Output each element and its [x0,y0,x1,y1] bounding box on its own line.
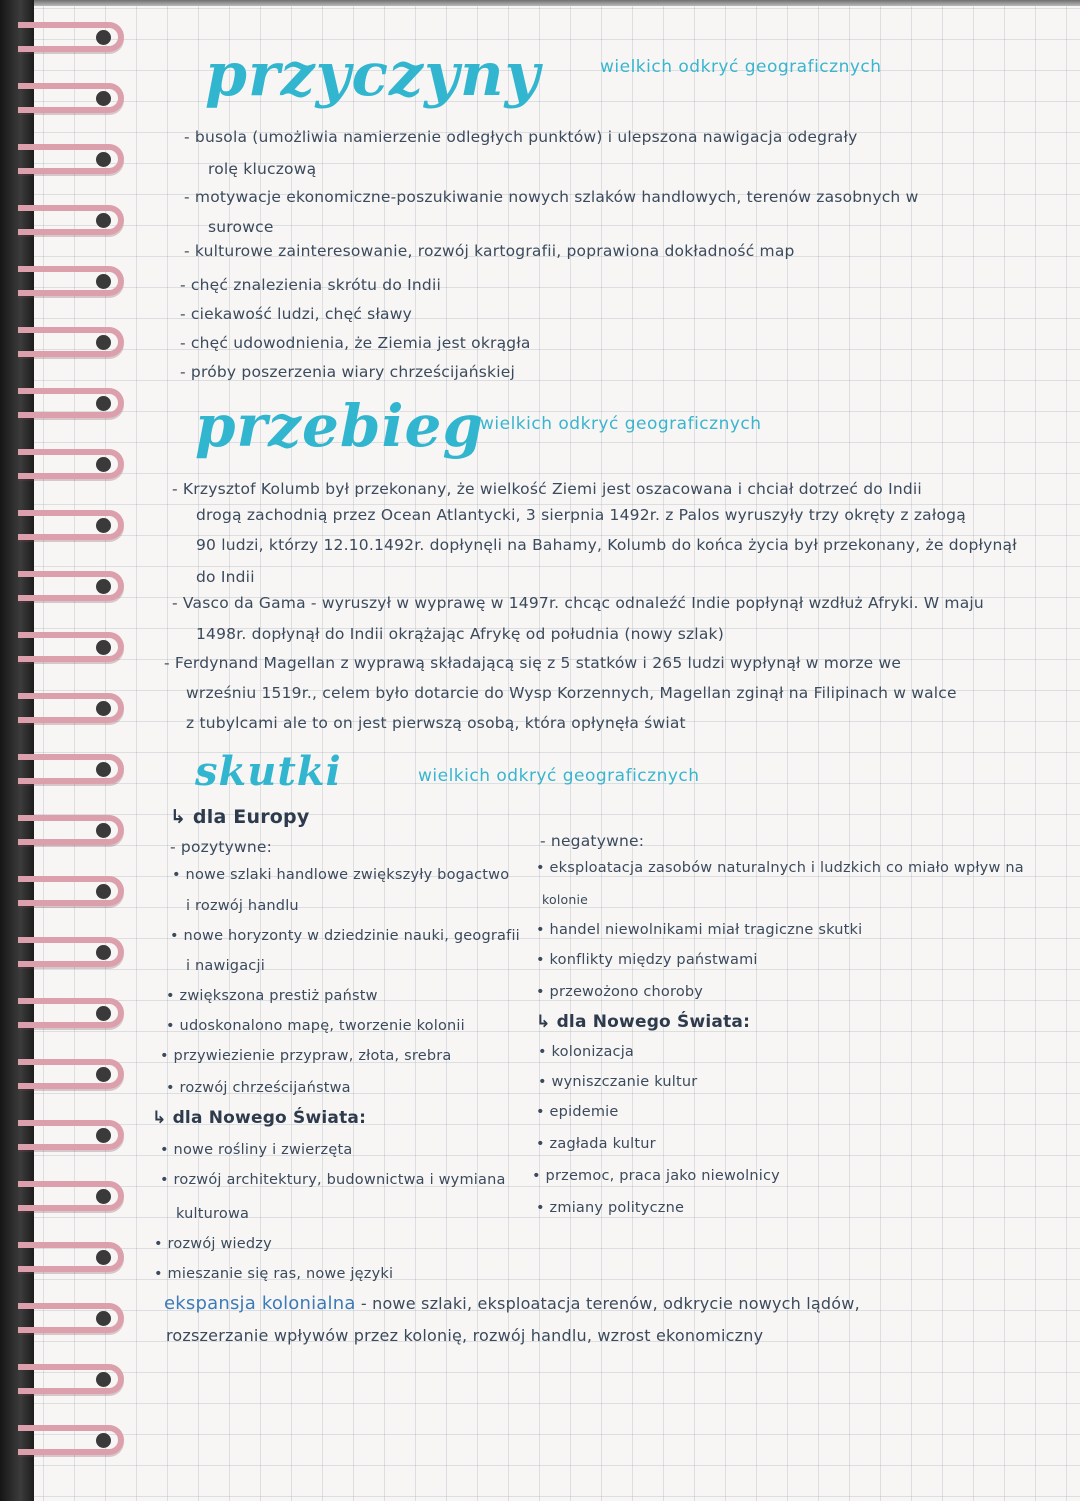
punch-hole [96,1006,111,1021]
nowy-swiat-item: kulturowa [176,1206,250,1222]
przyczyny-line: - busola (umożliwia namierzenie odległych punktów) i ulepszona nawigacja odegrały [184,128,858,146]
pozytywne-item: • zwiększona prestiż państw [166,988,378,1004]
przebieg-line: - Vasco da Gama - wyruszył w wyprawę w 1497r. chcąc odnaleźć Indie popłynął wzdłuż Afryki. W maju [172,594,984,612]
pozytywne-item: • udoskonalono mapę, tworzenie kolonii [166,1018,465,1034]
nowy-swiat-item: • mieszanie się ras, nowe języki [154,1266,394,1282]
ekspansja-line-1 [164,1293,860,1314]
page-top-edge [0,0,1080,6]
nowy-swiat-heading: ↳ dla Nowego Świata: [152,1108,367,1128]
punch-hole [96,1189,111,1204]
przebieg-line: - Krzysztof Kolumb był przekonany, że wielkość Ziemi jest oszacowana i chciał dotrzeć do Indii [172,480,922,498]
przyczyny-line: - motywacje ekonomiczne-poszukiwanie nowych szlaków handlowych, terenów zasobnych w [184,188,919,206]
punch-hole [96,213,111,228]
nowy-swiat-item: • rozwój architektury, budownictwa i wymiana [160,1172,506,1188]
punch-hole [96,884,111,899]
nowy-swiat-right-item: • zmiany polityczne [536,1200,685,1216]
nowy-swiat-right-item: • zagłada kultur [536,1136,656,1152]
punch-hole [96,1433,111,1448]
negatywne-item: • konflikty między państwami [536,952,758,968]
nowy-swiat-item: • rozwój wiedzy [154,1236,272,1252]
punch-hole [96,579,111,594]
punch-hole [96,274,111,289]
przyczyny-line: - chęć znalezienia skrótu do Indii [180,276,441,294]
pozytywne-item: • przywiezienie przypraw, złota, srebra [160,1048,452,1064]
subheading-skutki: wielkich odkryć geograficznych [418,766,700,786]
pozytywne-item: i rozwój handlu [186,898,299,914]
nowy-swiat-right-item: • kolonizacja [538,1044,635,1060]
punch-hole [96,701,111,716]
negatywne-item: • przewożono choroby [536,984,704,1000]
przyczyny-line: surowce [208,218,274,236]
punch-hole [96,762,111,777]
heading-przebieg: przebieg [195,392,484,460]
przebieg-line: 1498r. dopłynął do Indii okrążając Afrykę od południa (nowy szlak) [196,625,724,643]
pozytywne-label: - pozytywne: [170,838,273,856]
punch-hole [96,1372,111,1387]
punch-hole [96,335,111,350]
europa-heading: ↳ dla Europy [170,806,310,828]
przebieg-line: drogą zachodnią przez Ocean Atlantycki, 3 sierpnia 1492r. z Palos wyruszyły trzy okręty z załogą [196,506,966,524]
przyczyny-line: - chęć udowodnienia, że Ziemia jest okrągła [180,334,531,352]
punch-hole [96,91,111,106]
przyczyny-line: - próby poszerzenia wiary chrześcijańskiej [180,363,515,381]
punch-hole [96,640,111,655]
punch-hole [96,152,111,167]
negatywne-item: • handel niewolnikami miał tragiczne skutki [536,922,863,938]
ekspansja-definition: - nowe szlaki, eksploatacja terenów, odkrycie nowych lądów, [355,1294,860,1313]
nowy-swiat-right-item: • epidemie [536,1104,619,1120]
punch-hole [96,1250,111,1265]
punch-hole [96,457,111,472]
ekspansja-term: ekspansja kolonialna [164,1293,356,1314]
nowy-swiat-item: • nowe rośliny i zwierzęta [160,1142,353,1158]
heading-przyczyny: przyczyny [205,40,541,110]
punch-hole [96,30,111,45]
przebieg-line: - Ferdynand Magellan z wyprawą składającą się z 5 statków i 265 ludzi wypłynął w morze we [164,654,902,672]
ekspansja-line-2: rozszerzanie wpływów przez kolonię, rozwój handlu, wzrost ekonomiczny [166,1326,764,1345]
przebieg-line: wrześniu 1519r., celem było dotarcie do Wysp Korzennych, Magellan zginął na Filipinach w walce [186,684,957,702]
negatywne-item: • eksploatacja zasobów naturalnych i ludzkich co miało wpływ na [536,860,1024,876]
punch-hole [96,1128,111,1143]
punch-hole [96,945,111,960]
subheading-przebieg: wielkich odkryć geograficznych [480,414,762,434]
pozytywne-item: • rozwój chrześcijaństwa [166,1080,351,1096]
przyczyny-line: - ciekawość ludzi, chęć sławy [180,305,412,323]
nowy-swiat-right-item: • wyniszczanie kultur [538,1074,698,1090]
nowy-swiat-right-heading: ↳ dla Nowego Świata: [536,1012,751,1032]
przebieg-line: do Indii [196,568,255,586]
pozytywne-item: • nowe szlaki handlowe zwiększyły bogactwo [172,867,510,883]
przyczyny-line: - kulturowe zainteresowanie, rozwój kartografii, poprawiona dokładność map [184,242,795,260]
negatywne-item: kolonie [542,892,589,907]
przyczyny-line: rolę kluczową [208,160,317,178]
pozytywne-item: i nawigacji [186,958,265,974]
punch-hole [96,518,111,533]
punch-hole [96,823,111,838]
przebieg-line: 90 ludzi, którzy 12.10.1492r. dopłynęli na Bahamy, Kolumb do końca życia był przekonany, że dopłynął [196,536,1017,554]
heading-skutki: skutki [195,748,342,795]
nowy-swiat-right-item: • przemoc, praca jako niewolnicy [532,1168,780,1184]
negatywne-label: - negatywne: [540,832,645,850]
przebieg-line: z tubylcami ale to on jest pierwszą osobą, która opłynęła świat [186,714,686,732]
punch-hole [96,1067,111,1082]
punch-hole [96,396,111,411]
punch-hole [96,1311,111,1326]
subheading-przyczyny: wielkich odkryć geograficznych [600,57,882,77]
pozytywne-item: • nowe horyzonty w dziedzinie nauki, geografii [170,928,520,944]
